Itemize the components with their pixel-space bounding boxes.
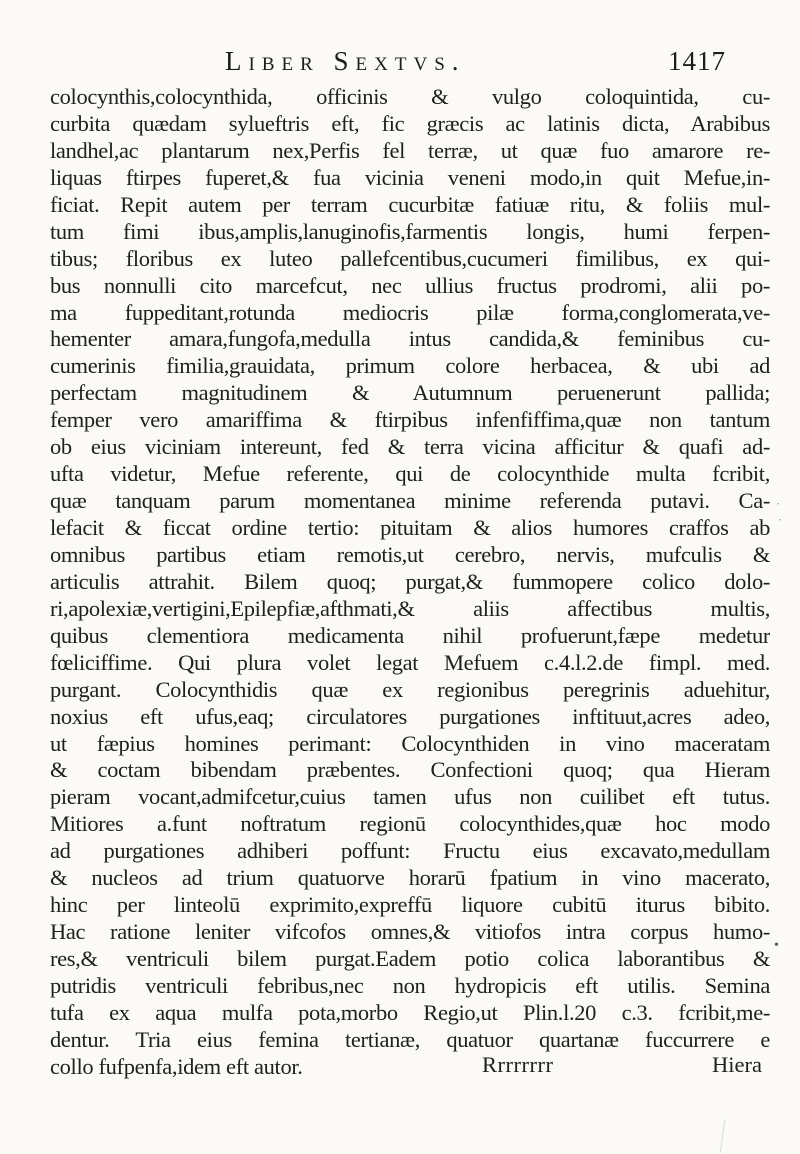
text-line: & nucleos ad trium quatuorve horarū fpatium in vino macerato, [50, 865, 770, 891]
bleed-through-mark: · [778, 512, 783, 527]
signature-mark: Rrrrrrrr [482, 1053, 554, 1077]
text-line: ma fuppeditant,rotunda mediocris pilæ forma,conglomerata,ve- [50, 299, 770, 325]
text-line: & coctam bibendam præbentes. Confectioni quoq; qua Hieram [50, 757, 770, 783]
text-line: fœliciffime. Qui plura volet legat Mefuem c.4.l.2.de fimpl. med. [50, 649, 770, 675]
text-line: hementer amara,fungofa,medulla intus candida,& feminibus cu- [50, 326, 770, 352]
running-head-title: Liber Sextvs. [225, 46, 466, 76]
text-line: femper vero amariffima & ftirpibus infenfiffima,quæ non tantum [50, 407, 770, 433]
text-line: pieram vocant,admifcetur,cuius tamen ufus non cuilibet eft tutus. [50, 784, 770, 810]
text-line: ufta videtur, Mefue referente, qui de colocynthide multa fcribit, [50, 461, 770, 487]
text-line: tufa ex aqua mulfa pota,morbo Regio,ut Plin.l.20 c.3. fcribit,me- [50, 999, 770, 1025]
body-text [50, 84, 790, 1081]
text-line: quibus clementiora medicamenta nihil profuerunt,fæpe medetur [50, 622, 770, 648]
text-line: noxius eft ufus,eaq; circulatores purgationes inftituut,acres adeo, [50, 703, 770, 729]
text-line: ri,apolexiæ,vertigini,Epilepfiæ,afthmati,& aliis affectibus multis, [50, 595, 770, 621]
text-line: quæ tanquam parum momentanea minime referenda putavi. Ca- [50, 488, 770, 514]
text-line: bus nonnulli cito marcefcut, nec ullius fructus prodromi, alii po- [50, 272, 770, 298]
text-line: tibus; floribus ex luteo pallefcentibus,cucumeri fimilibus, ex qui- [50, 245, 770, 271]
text-line: landhel,ac plantarum nex,Perfis fel terræ, ut quæ fuo amarore re- [50, 137, 770, 163]
text-line: putridis ventriculi febribus,nec non hydropicis eft utilis. Semina [50, 972, 770, 998]
text-line: ficiat. Repit autem per terram cucurbitæ fatiuæ ritu, & foliis mul- [50, 191, 770, 217]
bleed-through-mark: · [776, 496, 781, 511]
final-line [50, 1054, 770, 1081]
text-line: cumerinis fimilia,grauidata, primum colore herbacea, & ubi ad [50, 353, 770, 379]
text-line: Hac ratione leniter vifcofos omnes,& vitiofos intra corpus humo- [50, 919, 770, 945]
text-line: omnibus partibus etiam remotis,ut cerebro, nervis, mufculis & [50, 541, 770, 567]
text-line: colocynthis,colocynthida, officinis & vulgo coloquintida, cu- [50, 84, 770, 109]
bleed-through-mark: • [774, 938, 779, 953]
text-line: hinc per linteolū exprimito,expreffū liquore cubitū iturus bibito. [50, 892, 770, 918]
running-head [0, 42, 800, 82]
text-line: ad purgationes adhiberi poffunt: Fructu eius excavato,medullam [50, 838, 770, 864]
text-line: tum fimi ibus,amplis,lanuginofis,farmentis longis, humi ferpen- [50, 218, 770, 244]
page-number: 1417 [668, 46, 726, 76]
text-line: ob eius viciniam intereunt, fed & terra vicina afficitur & quafi ad- [50, 434, 770, 460]
text-line: dentur. Tria eius femina tertianæ, quatuor quartanæ fuccurrere e [50, 1026, 770, 1052]
text-line: purgant. Colocynthidis quæ ex regionibus peregrinis aduehitur, [50, 676, 770, 702]
text-line: Mitiores a.funt noftratum regionū colocynthides,quæ hoc modo [50, 811, 770, 837]
text-line: curbita quædam sylueftris eft, fic græcis ac latinis dicta, Arabibus [50, 110, 770, 136]
text-line: perfectam magnitudinem & Autumnum peruenerunt pallida; [50, 380, 770, 406]
text-line: ut fæpius homines perimant: Colocynthiden in vino maceratam [50, 730, 770, 756]
text-line: liquas ftirpes fuperet,& fua vicinia veneni modo,in quit Mefue,in- [50, 164, 770, 190]
text-line: res,& ventriculi bilem purgat.Eadem potio colica laborantibus & [50, 946, 770, 971]
text-line: articulis attrahit. Bilem quoq; purgat,& fummopere colico dolo- [50, 568, 770, 594]
text-line: lefacit & ficcat ordine tertio: pituitam & alios humores craffos ab [50, 515, 770, 540]
catchword: Hiera [712, 1053, 762, 1077]
pencil-stroke [720, 1119, 740, 1154]
final-text: collo fufpenfa,idem eft autor. [50, 1053, 303, 1079]
